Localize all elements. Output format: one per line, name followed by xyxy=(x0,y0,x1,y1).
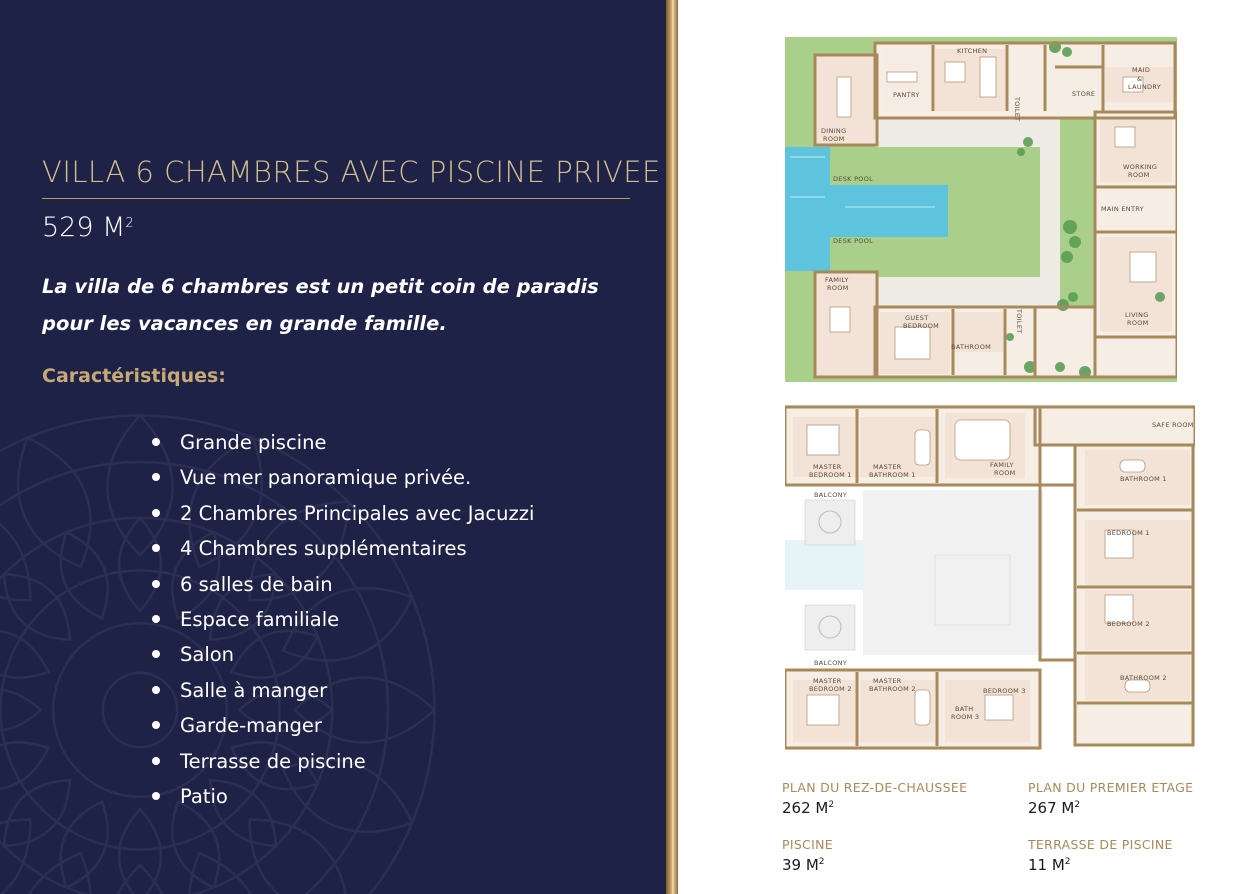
stat-label-pool-terrace: TERRASSE DE PISCINE xyxy=(1028,837,1173,852)
stat-value-sup: 2 xyxy=(818,857,825,867)
bullet-icon xyxy=(152,544,160,552)
features-title: Caractéristiques: xyxy=(42,365,226,387)
pool xyxy=(785,147,830,271)
room-label-master-bath2-1: MASTER xyxy=(873,677,902,685)
stat-value-text: 267 M xyxy=(1028,799,1075,817)
feature-item xyxy=(152,460,534,495)
stat-label-pool: PISCINE xyxy=(782,837,833,852)
room-label-master-bath2-2: BATHROOM 2 xyxy=(869,685,916,693)
bullet-icon xyxy=(152,473,160,481)
stat-value-pool-terrace xyxy=(1028,856,1071,874)
feature-text: Salle à manger xyxy=(180,678,328,702)
stat-value-ground-floor xyxy=(782,799,834,817)
room-label-bathroom2: BATHROOM 2 xyxy=(1120,674,1167,682)
feature-text: Garde-manger xyxy=(180,714,322,738)
stat-value-text: 11 M xyxy=(1028,856,1065,874)
bullet-icon xyxy=(152,615,160,623)
area-unit-sup: 2 xyxy=(125,216,134,231)
ground-floor-plan xyxy=(785,37,1177,382)
room-label-master-bed1-1: MASTER xyxy=(813,463,842,471)
bullet-icon xyxy=(152,757,160,765)
room-label-master-bed1-2: BEDROOM 1 xyxy=(809,471,852,479)
room-label-dining-1: DINING xyxy=(821,127,847,135)
room-label-working-2: ROOM xyxy=(1128,171,1150,179)
feature-item xyxy=(152,602,534,637)
stat-value-pool xyxy=(782,856,825,874)
room-label-master-bath1-2: BATHROOM 1 xyxy=(869,471,916,479)
stat-value-sup: 2 xyxy=(1064,857,1071,867)
feature-text: 6 salles de bain xyxy=(180,572,333,596)
room-label-pantry: PANTRY xyxy=(893,91,920,99)
bullet-icon xyxy=(152,438,160,446)
feature-text: Terrasse de piscine xyxy=(180,749,366,773)
room-label-dining-2: ROOM xyxy=(823,135,845,143)
room-label-guest-2: BEDROOM xyxy=(903,322,940,330)
room-label-bathroom: BATHROOM xyxy=(951,343,992,351)
bullet-icon xyxy=(152,721,160,729)
room-label-bedroom3: BEDROOM 3 xyxy=(983,687,1026,695)
feature-item xyxy=(152,425,534,460)
stat-label-ground-floor: PLAN DU REZ-DE-CHAUSSEE xyxy=(782,780,968,795)
room-label-desk-pool-bottom: DESK POOL xyxy=(833,237,874,245)
room-label-kitchen: KITCHEN xyxy=(957,47,988,55)
feature-item xyxy=(152,673,534,708)
room-label-living-1: LIVING xyxy=(1125,311,1149,319)
villa-intro: La villa de 6 chambres est un petit coin de paradis pour les vacances en grande famille. xyxy=(42,275,599,335)
gold-divider xyxy=(666,0,678,894)
room-label-bedroom2: BEDROOM 2 xyxy=(1107,620,1150,628)
feature-text: 2 Chambres Principales avec Jacuzzi xyxy=(180,501,535,525)
room-label-master-bath1-1: MASTER xyxy=(873,463,902,471)
feature-text: Vue mer panoramique privée. xyxy=(180,466,472,490)
feature-item xyxy=(152,531,534,566)
feature-item xyxy=(152,779,534,814)
room-label-laundry: LAUNDRY xyxy=(1128,83,1162,91)
room-label-store: STORE xyxy=(1072,90,1096,98)
stat-value-first-floor xyxy=(1028,799,1080,817)
bullet-icon xyxy=(152,686,160,694)
bullet-icon xyxy=(152,792,160,800)
first-floor-plan xyxy=(785,405,1195,750)
feature-item xyxy=(152,708,534,743)
stat-value-sup: 2 xyxy=(828,800,835,810)
stat-value-text: 39 M xyxy=(782,856,819,874)
room-label-toilet-bottom: TOILET xyxy=(1015,309,1023,334)
room-label-guest-1: GUEST xyxy=(905,314,929,322)
room-label-desk-pool-top: DESK POOL xyxy=(833,175,874,183)
room-label-living-2: ROOM xyxy=(1127,319,1149,327)
room-label-balcony-bottom: BALCONY xyxy=(814,659,848,667)
room-label-balcony-top: BALCONY xyxy=(814,491,848,499)
bullet-icon xyxy=(152,580,160,588)
feature-text: Espace familiale xyxy=(180,607,340,631)
stat-value-text: 262 M xyxy=(782,799,829,817)
room-label-working-1: WORKING xyxy=(1123,163,1158,171)
area-value: 529 M xyxy=(42,212,126,243)
features-list xyxy=(152,425,534,814)
room-label-bathroom1: BATHROOM 1 xyxy=(1120,475,1167,483)
feature-item xyxy=(152,496,534,531)
feature-text: Salon xyxy=(180,643,235,667)
stat-label-first-floor: PLAN DU PREMIER ETAGE xyxy=(1028,780,1194,795)
stat-value-sup: 2 xyxy=(1074,800,1081,810)
feature-item xyxy=(152,637,534,672)
room-label-safe-room: SAFE ROOM xyxy=(1152,421,1194,429)
room-label-family-1: FAMILY xyxy=(825,276,849,284)
room-label-family-1: FAMILY xyxy=(990,461,1014,469)
bullet-icon xyxy=(152,509,160,517)
villa-title: VILLA 6 CHAMBRES AVEC PISCINE PRIVEE xyxy=(42,155,661,189)
room-label-toilet-top: TOILET xyxy=(1013,97,1021,122)
room-label-maid: MAID xyxy=(1132,66,1151,74)
feature-text: Grande piscine xyxy=(180,431,327,454)
villa-area xyxy=(42,212,134,243)
feature-text: 4 Chambres supplémentaires xyxy=(180,537,467,561)
room-label-master-bed2-1: MASTER xyxy=(813,677,842,685)
room-label-bath3-1: BATH xyxy=(955,705,974,713)
room-label-family-2: ROOM xyxy=(994,469,1016,477)
room-label-bath3-2: ROOM 3 xyxy=(951,713,980,721)
room-label-master-bed2-2: BEDROOM 2 xyxy=(809,685,852,693)
feature-item xyxy=(152,567,534,602)
room-label-family-2: ROOM xyxy=(827,284,849,292)
title-divider xyxy=(42,198,630,199)
bullet-icon xyxy=(152,650,160,658)
room-label-amp: & xyxy=(1137,75,1143,83)
feature-item xyxy=(152,744,534,779)
room-label-main-entry: MAIN ENTRY xyxy=(1101,205,1144,213)
feature-text: Patio xyxy=(180,784,228,808)
room-label-bedroom1: BEDROOM 1 xyxy=(1107,529,1150,537)
